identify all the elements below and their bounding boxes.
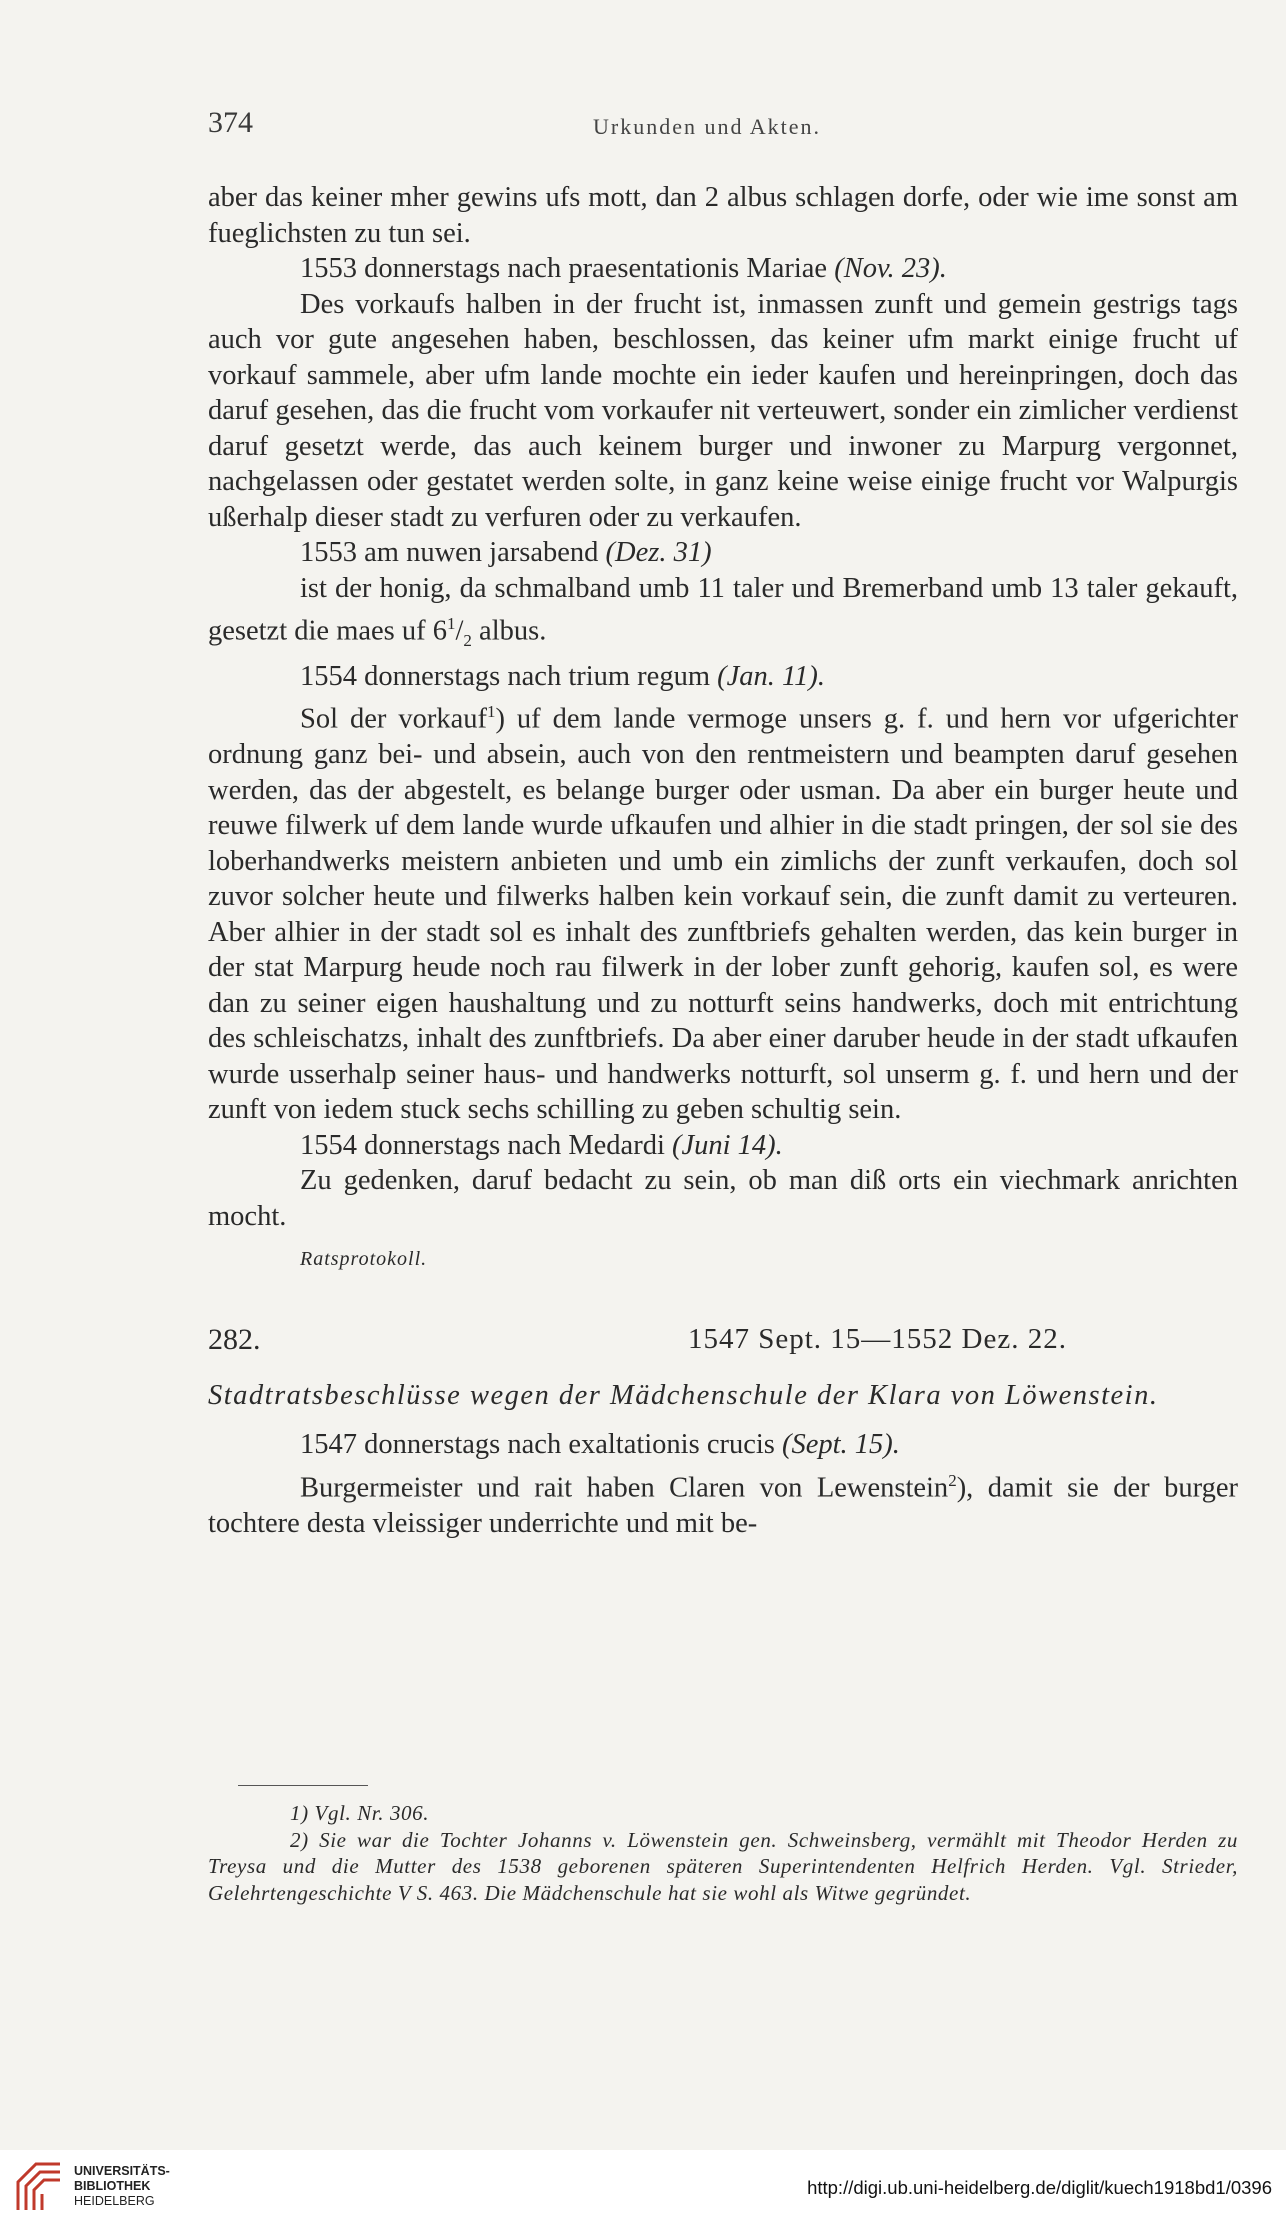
entry-text: 1553 donnerstags nach praesentationis Mariae <box>300 253 835 284</box>
library-name-line: HEIDELBERG <box>74 2194 155 2208</box>
paragraph: Zu gedenken, daruf bedacht zu sein, ob man diß orts ein viechmark anrichten mocht. <box>208 1165 1238 1232</box>
paragraph-text: Sol der vorkauf <box>300 703 487 735</box>
library-name-line: BIBLIOTHEK <box>74 2179 151 2193</box>
date-entry <box>208 659 1238 695</box>
entry-text: 1553 am nuwen jarsabend <box>300 537 606 568</box>
date-entry <box>208 1427 1238 1463</box>
entry-date: (Juni 14). <box>672 1129 783 1161</box>
footnotes <box>208 1800 1238 1906</box>
document-number: 282. <box>208 1322 261 1356</box>
source-note: Ratsprotokoll. <box>300 1248 428 1271</box>
footnote-ref: 2 <box>948 1470 957 1490</box>
paragraph: Des vorkaufs halben in der frucht ist, inmassen zunft und gemein gestrigs tags auch vor gute angesehen haben, beschlossen, das keiner ufm markt einige frucht uf vorkauf sammele, aber ufm lande mochte ein ieder kaufen und hereinpringen, doch das daruf gesehen, das die frucht vom vorkaufer nit verteuwert, sonder ein zimlicher verdienst daruf gesetzt werde, das auch keinem burger und inwoner zu Marpurg vergonnet, nachgelassen oder gestatet werden solte, in ganz keine weise einige frucht vor Walpurgis ußerhalp dieser stadt zu verfuren oder zu verkaufen. <box>208 288 1238 533</box>
paragraph-text: ist der honig, da schmalband umb 11 taler und Bremerband umb 13 taler gekauft, gesetzt die maes uf 6 <box>208 572 1238 647</box>
entry-date: (Sept. 15). <box>782 1429 900 1461</box>
source-url-link[interactable]: http://digi.ub.uni-heidelberg.de/diglit/kuech1918bd1/0396 <box>807 2177 1272 2198</box>
entry-text: 1554 donnerstags nach Medardi <box>300 1129 672 1161</box>
paragraph <box>208 694 1238 1128</box>
paragraph-text: albus. <box>471 615 547 647</box>
date-entry <box>208 251 1238 287</box>
paragraph: ist der honig, da schmalband umb 11 taler und Bremerband umb 13 taler gekauft, gesetzt die maes uf $6^1/_2$ albus. <box>208 572 1238 651</box>
page-number: 374 <box>208 106 253 139</box>
entry-date: (Nov. 23). <box>834 253 947 284</box>
library-footer <box>0 2150 1286 2223</box>
entry-text: 1547 donnerstags nach exaltationis crucis <box>300 1429 782 1461</box>
footnote-2: 2) Sie war die Tochter Johanns v. Löwenstein gen. Schweinsberg, vermählt mit Theodor Herden zu Treysa und die Mutter des 1538 geborenen späteren Superintendenten Helfrich Herden. Vgl. Strieder, Gelehrtengeschichte V S. 463. Die Mädchenschule hat sie wohl als Witwe gegründet. <box>208 1827 1238 1905</box>
paragraph-text: Burgermeister und rait haben Claren von Lewenstein <box>300 1472 949 1504</box>
date-entry <box>208 535 1238 571</box>
fraction-numerator: 1 <box>447 614 456 633</box>
paragraph: aber das keiner mher gewins ufs mott, dan 2 albus schlagen dorfe, oder wie ime sonst am fueglichsten zu tun sei. <box>208 182 1238 249</box>
paragraph-text: ), damit sie der burger tochtere desta vleissiger underrichte und mit be- <box>208 1472 1238 1539</box>
entry-date: (Dez. 31) <box>605 537 712 568</box>
document-date: 1547 Sept. 15—1552 Dez. 22. <box>688 1322 1067 1355</box>
footnote-1: 1) Vgl. Nr. 306. <box>290 1801 430 1825</box>
paragraph <box>208 1463 1238 1542</box>
main-text <box>208 180 1238 1541</box>
date-entry <box>208 1128 1238 1164</box>
running-title: Urkunden und Akten. <box>593 114 822 139</box>
library-name <box>74 2164 170 2209</box>
footnote-rule <box>238 1785 368 1786</box>
document-heading <box>208 1322 1238 1362</box>
entry-date: (Jan. 11). <box>717 660 826 692</box>
paragraph-text: ) uf dem lande vermoge unsers g. f. und hern vor ufgerichter ordnung ganz bei- und absein, auch von den rentmeistern und beampten daruf gesehen werden, das der abgestelt, es belange burger oder usman. Da aber ein burger heute und reuwe filwerk uf dem lande wurde ufkaufen und alhier in die stadt pringen, der sol sie des loberhandwerks meistern anbieten und umb ein zimlichs der zunft verkaufen, doch sol zuvor solcher heute und filwerks halben kein vorkauf sein, die zunft damit zu verteuren. Aber alhier in der stadt sol es inhalt des zunftbriefs gehalten werden, das kein burger in der stat Marpurg heude noch rau filwerk in der lober zunft gehorig, kaufen sol, es were dan zu seiner eigen haushaltung und zu notturft seins handwerks, doch mit entrichtung des schleischatzs, inhalt des zunftbriefs. Da aber einer daruber heude in der stadt ufkaufen wurde usserhalp seiner haus- und handwerks notturft, sol unserm g. f. und hern und der zunft von iedem stuck sechs schilling zu geben schultig sein. <box>208 703 1238 1126</box>
fraction-denominator: 2 <box>463 631 472 651</box>
page-header <box>208 106 1240 146</box>
footnote-ref: 1 <box>486 702 496 722</box>
library-logo-icon <box>14 2160 64 2212</box>
entry-text: 1554 donnerstags nach trium regum <box>300 660 718 692</box>
library-name-line: UNIVERSITÄTS- <box>74 2164 170 2178</box>
document-title: Stadtratsbeschlüsse wegen der Mädchenschule der Klara von Löwenstein. <box>208 1379 1159 1411</box>
